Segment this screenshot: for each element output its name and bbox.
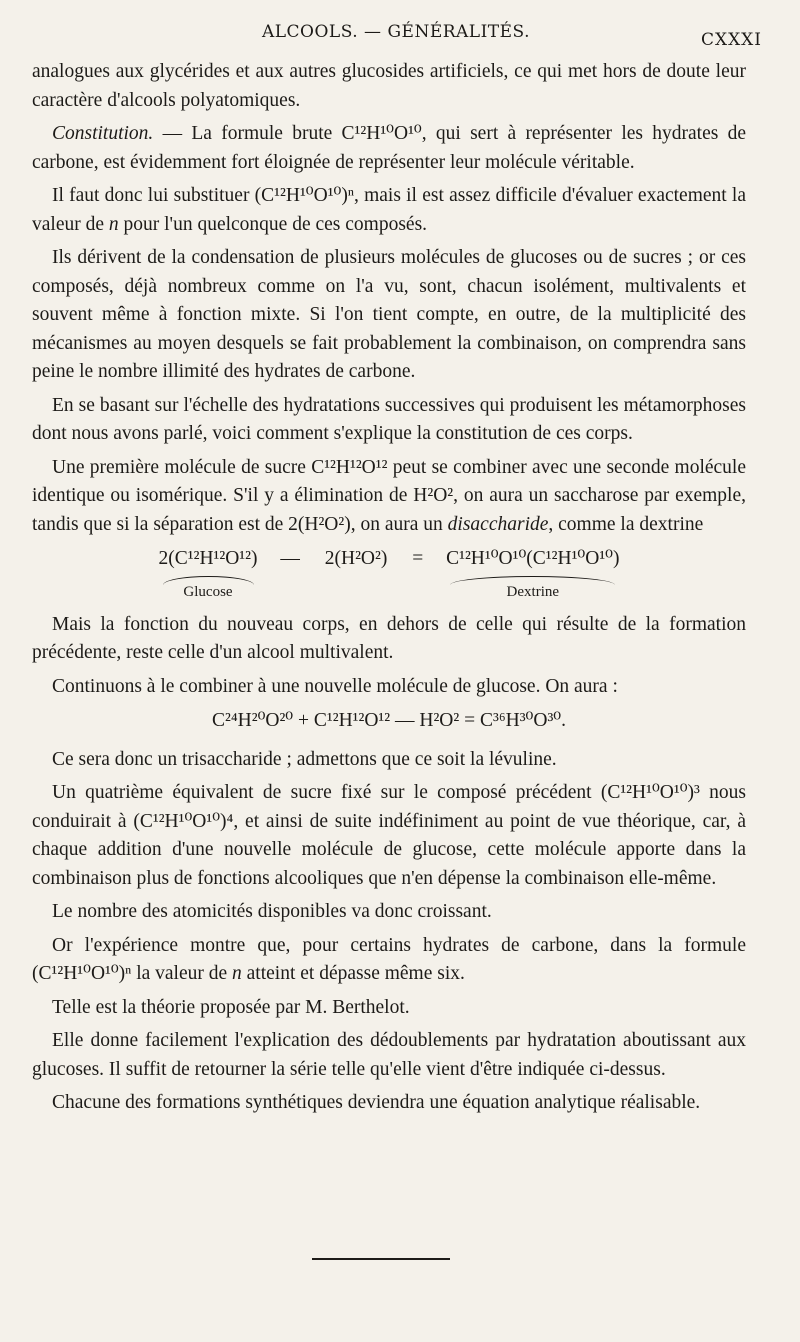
label-dextrine: Dextrine — [506, 583, 560, 600]
paragraph-text: pour l'un quelconque de ces composés. — [118, 213, 428, 235]
paragraph-first-molecule — [32, 454, 746, 540]
paragraph-fourth-equivalent: Un quatrième équivalent de sucre fixé sur le composé précédent (C¹²H¹⁰O¹⁰)³ nous conduirait à (C¹²H¹⁰O¹⁰)⁴, et ainsi de suite indéfiniment au point de vue théorique, car, à chaque addition d'une nouvelle molécule de glucose, cette molécule apporte dans la combinaison plus de fonctions alcooliques que n'en dépense la combinaison elle-même. — [32, 782, 746, 889]
term-disaccharide: disaccharide — [447, 513, 549, 535]
label-glucose: Glucose — [183, 583, 233, 600]
paragraph-constitution — [32, 120, 746, 177]
equation-trisaccharide: C²⁴H²⁰O²⁰ + C¹²H¹²O¹² — H²O² = C³⁶H³⁰O³⁰. — [211, 710, 566, 731]
variable-n: n — [108, 213, 119, 235]
paragraph-continuation: analogues aux glycérides et aux autres glucosides artificiels, ce qui met hors de doute leur caractère d'alcools polyatomiques. — [32, 61, 746, 111]
operator-equals: = — [412, 548, 424, 569]
paragraph-condensation: Ils dérivent de la condensation de plusieurs molécules de glucoses ou de sucres ; or ces composés, déjà nombreux comme on l'a vu, sont, chacun isolément, multivalents et souvent même à fonction mixte. Si l'on tient compte, en outre, de la multiplicité des mécanismes au moyen desquels se fait probablement la combinaison, on comprendra sans peine le nombre illimité des hydrates de carbone. — [32, 247, 746, 382]
section-lead-constitution: Constitution. — [52, 123, 154, 144]
paragraph-text: , comme la dextrine — [548, 513, 704, 535]
paragraph-text: Or l'expérience montre que, pour certains hydrates de carbone, dans la formule (C¹²H¹⁰O¹⁰)ⁿ la valeur de — [32, 934, 746, 984]
paragraph-trisaccharide: Ce sera donc un trisaccharide ; admettons que ce soit la lévuline. — [52, 748, 557, 770]
paragraph-substitution — [32, 182, 746, 239]
equation-dextrine — [32, 545, 746, 601]
page-number: CXXXI — [700, 30, 762, 50]
page-header — [30, 22, 762, 52]
section-end-rule — [312, 1258, 450, 1260]
formula-water: 2(H²O²) — [324, 548, 388, 569]
paragraph-continue-combining: Continuons à le combiner à une nouvelle molécule de glucose. On aura : — [52, 675, 618, 697]
paragraph-berthelot: Telle est la théorie proposée par M. Berthelot. — [52, 996, 410, 1018]
paragraph-dedoublements: Elle donne facilement l'explication des dédoublements par hydratation aboutissant aux glucoses. Il suffit de retourner la série telle qu'elle vient d'être indiquée ci-dessus. — [32, 1030, 746, 1080]
formula-glucose: 2(C¹²H¹²O¹²) — [158, 548, 258, 569]
variable-n: n — [232, 963, 242, 984]
paragraph-text: atteint et dépasse même six. — [241, 963, 465, 984]
paragraph-multivalent: Mais la fonction du nouveau corps, en dehors de celle qui résulte de la formation précédente, reste celle d'un alcool multivalent. — [32, 613, 746, 663]
body-text — [32, 58, 746, 1123]
operator-minus: — — [280, 548, 300, 569]
paragraph-atomicities: Le nombre des atomicités disponibles va donc croissant. — [52, 901, 492, 922]
paragraph-experience — [32, 932, 746, 989]
paragraph-synthetic-formations: Chacune des formations synthétiques deviendra une équation analytique réalisable. — [52, 1092, 701, 1113]
paragraph-hydration-scale: En se basant sur l'échelle des hydratations successives qui produisent les métamorphoses dont nous avons parlé, voici comment s'explique la constitution de ces corps. — [32, 394, 746, 444]
paragraph-text: Il faut donc lui substituer (C¹²H¹⁰O¹⁰)ⁿ, mais il est assez difficile d'évaluer exactement la valeur de — [32, 185, 746, 235]
formula-dextrine: C¹²H¹⁰O¹⁰(C¹²H¹⁰O¹⁰) — [446, 548, 620, 569]
running-title: ALCOOLS. — GÉNÉRALITÉS. — [261, 22, 531, 42]
paragraph-text: — La formule brute C¹²H¹⁰O¹⁰, qui sert à représenter les hydrates de carbone, est évidemment fort éloignée de représenter leur molécule véritable. — [32, 123, 746, 173]
equation-term-glucose — [159, 545, 258, 601]
equation-term-dextrine — [446, 545, 619, 601]
paragraph-text: Une première molécule de sucre C¹²H¹²O¹² peut se combiner avec une seconde molécule identique ou isomérique. S'il y a élimination de H²O², on aura un saccharose par exemple, tandis que si la séparation est de 2(H²O²), on aura un — [32, 456, 746, 535]
